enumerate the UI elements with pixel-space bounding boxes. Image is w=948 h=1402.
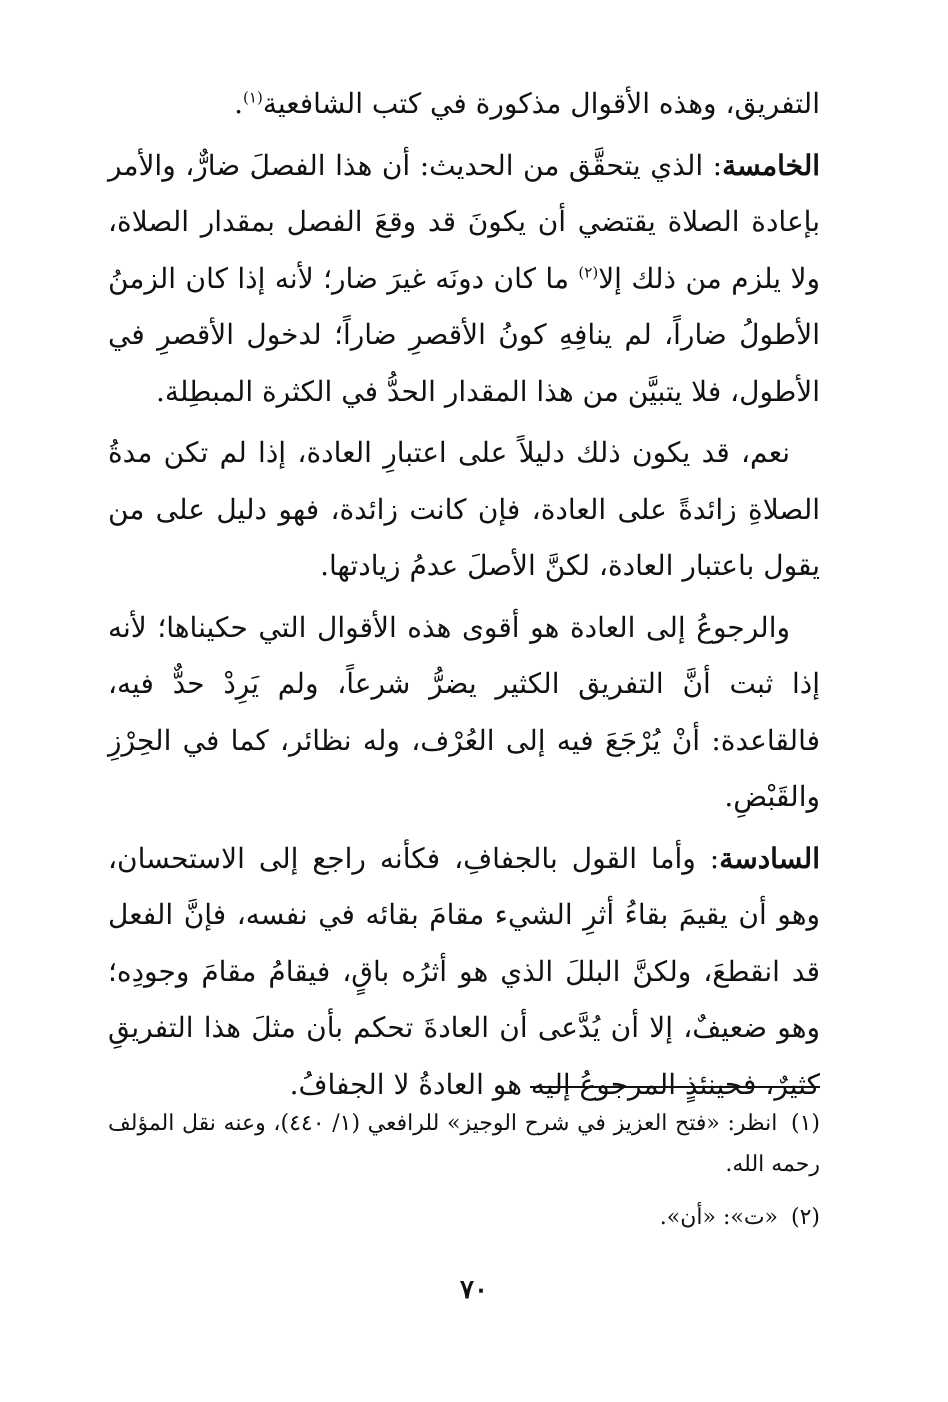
footnote-2-text: «ت»: «أن». (659, 1205, 778, 1230)
paragraph-1-tail: . (234, 87, 244, 120)
paragraph-3-text: نعم، قد يكون ذلك دليلاً على اعتبارِ العادة، إذا لم تكن مدةُ الصلاةِ زائدةً على العادة، فإن كانت زائدة، فهو دليل على من يقول باعتبار العادة، لكنَّ الأصلَ عدمُ زيادتها. (108, 436, 820, 582)
paragraph-2-tail: ما كان دونَه غيرَ ضار؛ لأنه إذا كان الزمنُ الأطولُ ضاراً، لم ينافِهِ كونُ الأقصرِ ضاراً؛ لدخول الأقصرِ في الأطول، فلا يتبيَّن من هذا المقدار الحدُّ في الكثرة المبطِلة. (108, 261, 820, 408)
paragraph-1 (108, 76, 820, 133)
paragraph-5-heading: السادسة (719, 841, 820, 875)
footnote-ref-2: (٢) (578, 263, 599, 282)
footnote-ref-1: (١) (243, 88, 263, 107)
paragraph-2-text: : الذي يتحقَّق من الحديث: أن هذا الفصلَ ضارٌّ، والأمر بإعادة الصلاة يقتضي أن يكونَ قد وقعَ الفصل بمقدار الصلاة، ولا يلزم من ذلك إلا (108, 148, 820, 295)
footnote-2-number: (٢) (790, 1205, 820, 1230)
footnote-1 (108, 1103, 820, 1185)
paragraph-5 (108, 831, 820, 1114)
paragraph-1-text: التفريق، وهذه الأقوال مذكورة في كتب الشافعية (262, 87, 820, 120)
paragraph-2-heading: الخامسة (722, 148, 820, 182)
paragraph-2 (108, 138, 820, 421)
paragraph-5-text: : وأما القول بالجفافِ، فكأنه راجع إلى الاستحسان، وهو أن يقيمَ بقاءُ أثرِ الشيء مقامَ بقائه في نفسه، فإنَّ الفعل قد انقطعَ، ولكنَّ البللَ الذي هو أثرُه باقٍ، فيقامُ مقامَ وجودِه؛ وهو ضعيفٌ، إلا أن يُدَّعى أن العادةَ تحكم بأن مثلَ هذا التفريقِ كثيرٌ، فحينئذٍ المرجوعُ إليه هو العادةُ لا الجفافُ. (108, 841, 821, 1101)
footnote-2 (108, 1197, 820, 1238)
paragraph-4 (108, 600, 820, 826)
footnotes (108, 1103, 820, 1250)
page-number: ٧٠ (460, 1275, 488, 1305)
paragraph-3 (108, 425, 820, 595)
main-text (108, 76, 820, 1118)
footnote-1-text: انظر: «فتح العزيز في شرح الوجيز» للرافعي (١/ ٤٤٠)، وعنه نقل المؤلف رحمه الله. (108, 1111, 820, 1177)
footnote-1-number: (١) (791, 1111, 821, 1136)
footnote-separator (530, 1086, 820, 1088)
paragraph-4-text: والرجوعُ إلى العادة هو أقوى هذه الأقوال التي حكيناها؛ لأنه إذا ثبت أنَّ التفريق الكثير يضرُّ شرعاً، ولم يَرِدْ حدٌّ فيه، فالقاعدة: أنْ يُرْجَعَ فيه إلى العُرْف، وله نظائر، كما في الحِرْزِ والقَبْضِ. (108, 610, 820, 813)
